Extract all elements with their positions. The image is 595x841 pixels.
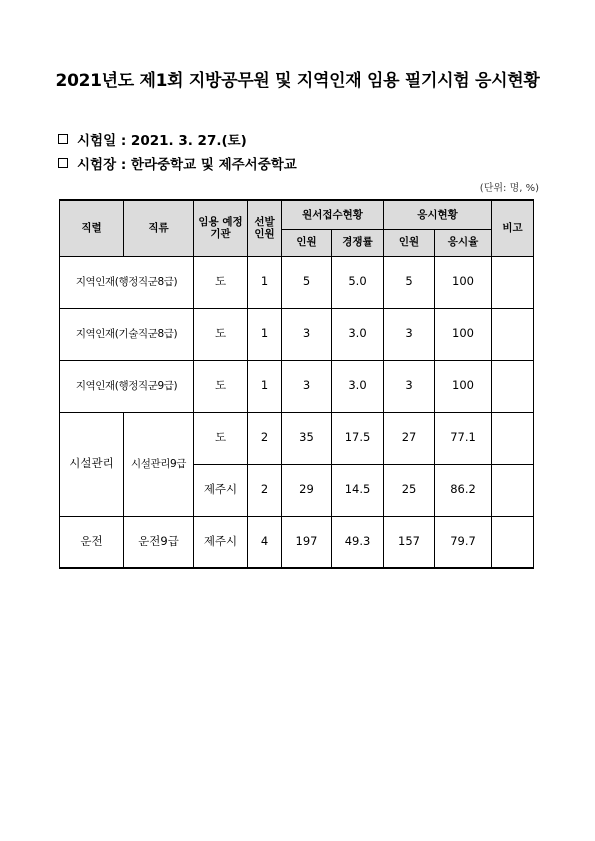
cell-select: 2 bbox=[248, 412, 282, 464]
cell-exam: 5 bbox=[384, 256, 435, 308]
header-competition: 경쟁률 bbox=[332, 229, 384, 256]
header-exam-rate: 응시율 bbox=[435, 229, 492, 256]
exam-status-table bbox=[59, 199, 534, 569]
checkbox-square-icon bbox=[58, 134, 68, 144]
cell-rank: 시설관리 bbox=[60, 412, 124, 516]
cell-rate: 100 bbox=[435, 308, 492, 360]
cell-rank: 운전 bbox=[60, 516, 124, 568]
cell-agency: 도 bbox=[194, 360, 248, 412]
table-row bbox=[60, 308, 534, 360]
header-apply-count: 인원 bbox=[282, 229, 332, 256]
cell-competition: 49.3 bbox=[332, 516, 384, 568]
cell-apply: 5 bbox=[282, 256, 332, 308]
cell-apply: 29 bbox=[282, 464, 332, 516]
exam-date-line bbox=[58, 129, 247, 149]
header-type: 직류 bbox=[124, 200, 194, 256]
header-rank: 직렬 bbox=[60, 200, 124, 256]
cell-exam: 3 bbox=[384, 308, 435, 360]
cell-type: 운전9급 bbox=[124, 516, 194, 568]
cell-competition: 17.5 bbox=[332, 412, 384, 464]
exam-place-line bbox=[58, 153, 297, 173]
cell-note bbox=[492, 516, 534, 568]
cell-exam: 157 bbox=[384, 516, 435, 568]
cell-apply: 197 bbox=[282, 516, 332, 568]
cell-agency: 도 bbox=[194, 256, 248, 308]
cell-rank: 지역인재(행정직군8급) bbox=[60, 256, 194, 308]
cell-select: 1 bbox=[248, 308, 282, 360]
cell-type: 시설관리9급 bbox=[124, 412, 194, 516]
header-exam-count: 인원 bbox=[384, 229, 435, 256]
cell-exam: 3 bbox=[384, 360, 435, 412]
cell-agency: 도 bbox=[194, 412, 248, 464]
cell-select: 4 bbox=[248, 516, 282, 568]
page-title: 2021년도 제1회 지방공무원 및 지역인재 임용 필기시험 응시현황 bbox=[55, 71, 540, 91]
table-header-row bbox=[60, 200, 534, 229]
cell-rank: 지역인재(기술직군8급) bbox=[60, 308, 194, 360]
cell-rank: 지역인재(행정직군9급) bbox=[60, 360, 194, 412]
cell-exam: 25 bbox=[384, 464, 435, 516]
cell-rate: 86.2 bbox=[435, 464, 492, 516]
cell-apply: 3 bbox=[282, 308, 332, 360]
cell-exam: 27 bbox=[384, 412, 435, 464]
unit-note: (단위: 명, %) bbox=[479, 183, 539, 194]
table-row bbox=[60, 256, 534, 308]
header-exam-group: 응시현황 bbox=[384, 200, 492, 229]
cell-agency: 도 bbox=[194, 308, 248, 360]
cell-agency: 제주시 bbox=[194, 464, 248, 516]
cell-agency: 제주시 bbox=[194, 516, 248, 568]
cell-rate: 79.7 bbox=[435, 516, 492, 568]
cell-select: 1 bbox=[248, 360, 282, 412]
header-agency: 임용 예정 기관 bbox=[194, 200, 248, 256]
cell-apply: 3 bbox=[282, 360, 332, 412]
cell-rate: 100 bbox=[435, 256, 492, 308]
cell-note bbox=[492, 308, 534, 360]
exam-date: 시험일 : 2021. 3. 27.(토) bbox=[77, 133, 247, 149]
cell-note bbox=[492, 412, 534, 464]
checkbox-square-icon bbox=[58, 158, 68, 168]
cell-note bbox=[492, 256, 534, 308]
cell-select: 1 bbox=[248, 256, 282, 308]
header-apply-group: 원서접수현황 bbox=[282, 200, 384, 229]
cell-note bbox=[492, 464, 534, 516]
table-row bbox=[60, 360, 534, 412]
table-row bbox=[60, 412, 534, 464]
cell-note bbox=[492, 360, 534, 412]
cell-apply: 35 bbox=[282, 412, 332, 464]
header-select: 선발 인원 bbox=[248, 200, 282, 256]
exam-place: 시험장 : 한라중학교 및 제주서중학교 bbox=[77, 157, 297, 173]
cell-competition: 5.0 bbox=[332, 256, 384, 308]
cell-rate: 77.1 bbox=[435, 412, 492, 464]
cell-rate: 100 bbox=[435, 360, 492, 412]
header-note: 비고 bbox=[492, 200, 534, 256]
cell-competition: 3.0 bbox=[332, 360, 384, 412]
table-row bbox=[60, 516, 534, 568]
cell-competition: 3.0 bbox=[332, 308, 384, 360]
cell-select: 2 bbox=[248, 464, 282, 516]
cell-competition: 14.5 bbox=[332, 464, 384, 516]
